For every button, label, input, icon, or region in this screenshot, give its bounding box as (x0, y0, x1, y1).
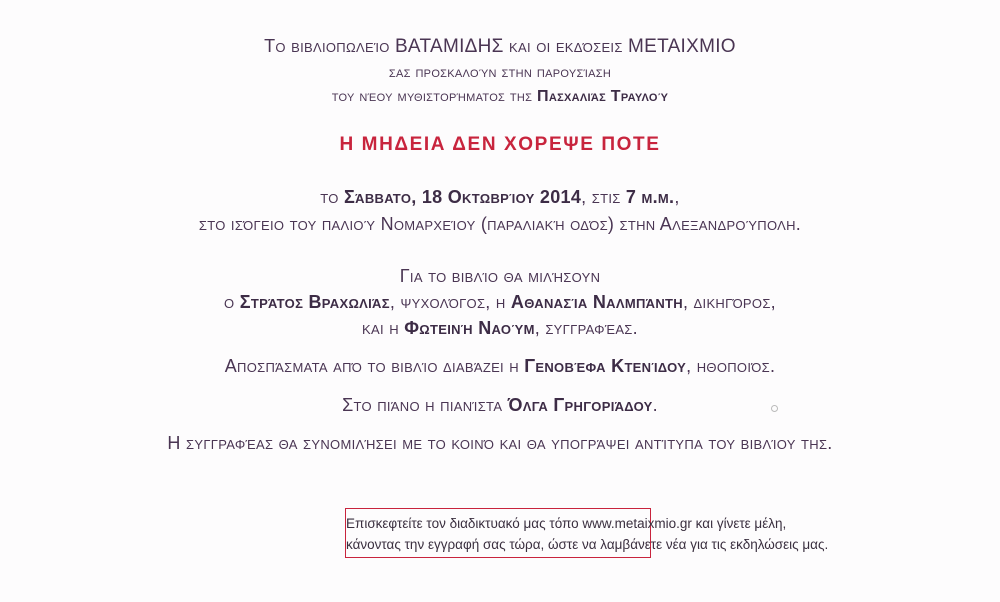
actress-name: Γενοβέφα Κτενίδου (524, 356, 687, 376)
speakers-line-2 (0, 318, 1000, 339)
event-text: , (674, 187, 680, 207)
header-text: Το βιβλιοπωλείο (264, 36, 395, 56)
piano-line (0, 395, 1000, 416)
speaker-text: ο (224, 292, 240, 312)
speaker-role: , δικηγόρος, (682, 292, 776, 312)
header-text: και οι εκδόσεις (503, 36, 628, 56)
venue-text: στο ισόγειο του παλιού (198, 214, 381, 234)
venue-text: . (795, 214, 802, 234)
author-name: Πασχαλιάς Τραυλού (537, 88, 669, 105)
speaker-role: , ψυχολόγος, η (389, 292, 511, 312)
piano-text: Στο πιάνο η πιανίστα (342, 395, 508, 415)
speakers-intro: Για το βιβλίο θα μιλήσουν (399, 266, 601, 286)
event-date: Σάββατο, 18 Οκτωβρίου 2014 (344, 187, 582, 207)
speakers-line-1 (0, 292, 1000, 313)
pianist-name: Όλγα Γρηγοριάδου (507, 395, 653, 415)
bookstore-name: ΒΑΤΑΜΙΔΗΣ (394, 36, 504, 57)
venue-city: Αλεξανδρούπολη (659, 214, 796, 234)
paper-speck (771, 405, 778, 412)
reading-text: Αποσπάσματα από το βιβλίο διαβάζει η (224, 356, 525, 376)
website-notice-line-1: Επισκεφτείτε τον διαδικτυακό μας τόπο www.metaixmio.gr και γίνετε μέλη, (346, 516, 787, 531)
reading-text: , ηθοποιός. (686, 356, 776, 376)
venue-text: (παραλιακή οδός) στην (475, 214, 660, 234)
speaker-name: Φωτεινή Ναούμ (404, 318, 535, 338)
event-text: το (320, 187, 345, 207)
book-title: Η ΜΗΔΕΙΑ ΔΕΝ ΧΟΡΕΨΕ ΠΟΤΕ (339, 134, 661, 155)
header-line-1 (0, 36, 1000, 58)
reading-line (0, 356, 1000, 377)
website-notice-box (345, 508, 829, 558)
publisher-name: ΜΕΤΑΙΧΜΙΟ (627, 36, 736, 57)
piano-text: . (652, 395, 658, 415)
closing-line: Η συγγραφέας θα συνομιλήσει με το κοινό και θα υπογράψει αντίτυπα του βιβλίου της. (167, 433, 833, 453)
event-time: 7 μ.μ. (625, 187, 675, 207)
header-line-2: σας προσκαλούν στην παρουσίαση (388, 64, 612, 81)
event-date-line (0, 187, 1000, 208)
speaker-role: , συγγραφέας. (534, 318, 638, 338)
header-line-3 (0, 88, 1000, 106)
speaker-text: και η (362, 318, 405, 338)
event-venue-line (0, 214, 1000, 235)
speaker-name: Στράτος Βραχωλιάς (239, 292, 390, 312)
event-text: , στις (581, 187, 626, 207)
speaker-name: Αθανασία Ναλμπάντη (510, 292, 683, 312)
website-notice-line-2: κάνοντας την εγγραφή σας τώρα, ώστε να λαμβάνετε νέα για τις εκδηλώσεις μας. (346, 537, 829, 552)
venue-name: Νομαρχείου (380, 214, 476, 234)
header-text: του νέου μυθιστορήματος της (331, 88, 538, 105)
